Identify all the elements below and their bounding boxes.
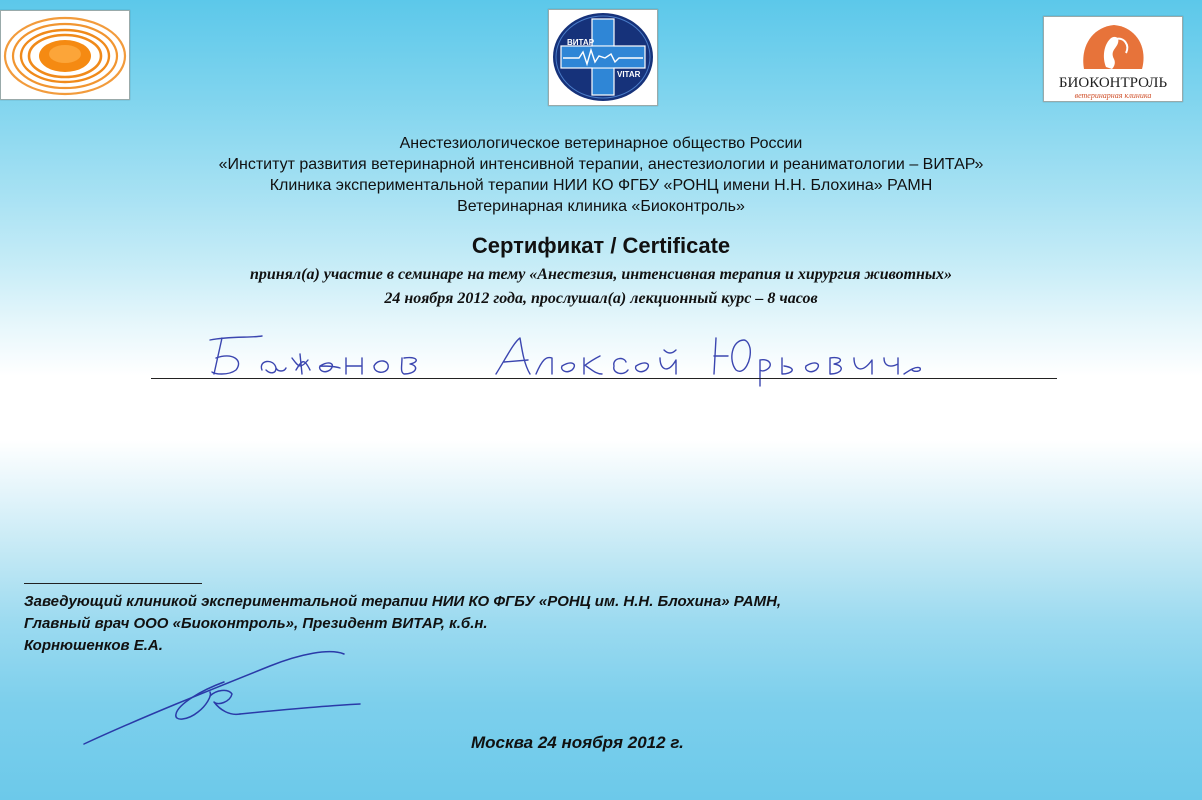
participant-name-handwriting (0, 330, 1202, 380)
biocontrol-emblem-icon (1044, 17, 1182, 77)
org-line-1: Анестезиологическое ветеринарное общество России (399, 135, 803, 152)
signer-name: Корнюшенков Е.А. (24, 637, 163, 654)
biocontrol-logo (1043, 16, 1183, 102)
sun-logo (0, 10, 130, 100)
biocontrol-subtitle: ветеринарная клиника (1074, 91, 1152, 100)
vitar-bottom-label: VITAR (617, 70, 641, 79)
signer-position-1: Заведующий клиникой экспериментальной терапии НИИ КО ФГБУ «РОНЦ им. Н.Н. Блохина» РАМН, (24, 593, 782, 610)
org-line-3: Клиника экспериментальной терапии НИИ КО ФГБУ «РОНЦ имени Н.Н. Блохина» РАМН (269, 177, 933, 194)
vitar-cross-icon (549, 10, 657, 105)
participant-name-underline (151, 378, 1057, 379)
signer-position-2: Главный врач ООО «Биоконтроль», Президент ВИТАР, к.б.н. (24, 615, 488, 632)
intro-line-1: принял(а) участие в семинаре на тему «Анестезия, интенсивная терапия и хирургия животных» (249, 266, 953, 283)
vitar-top-label: ВИТАР (567, 38, 595, 47)
org-line-4: Ветеринарная клиника «Биоконтроль» (457, 198, 745, 215)
sun-logo-icon (1, 11, 129, 99)
certificate-title: Сертификат / Certificate (471, 233, 731, 258)
place-and-date: Москва 24 ноября 2012 г. (471, 733, 684, 752)
vitar-logo (548, 9, 658, 106)
intro-line-2: 24 ноября 2012 года, прослушал(а) лекционный курс – 8 часов (384, 290, 818, 307)
org-line-2: «Институт развития ветеринарной интенсивной терапии, анестезиологии и реаниматологии – ВИТАР» (218, 156, 984, 173)
signature-line (24, 583, 202, 584)
biocontrol-name: БИОКОНТРОЛЬ (1058, 75, 1168, 91)
handwritten-signature (70, 640, 370, 760)
